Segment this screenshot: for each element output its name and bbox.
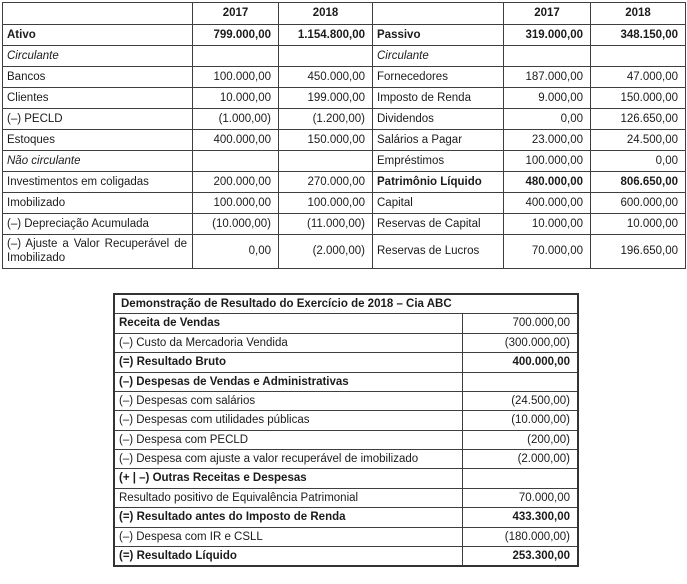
bs-right-label: Capital [373, 193, 504, 214]
bs-left-value-2018: 1.154.800,00 [279, 25, 373, 46]
bs-right-value-2017: 23.000,00 [504, 130, 591, 151]
table-row [3, 88, 686, 109]
table-row [3, 151, 686, 172]
bs-left-value-2017: (10.000,00) [193, 214, 279, 235]
bs-left-value-2018 [279, 46, 373, 67]
bs-right-value-2017: 319.000,00 [504, 25, 591, 46]
table-row [3, 25, 686, 46]
dre-row-value: 70.000,00 [462, 488, 578, 507]
dre-row-value: 433.300,00 [462, 508, 578, 527]
bs-left-value-2017: 400.000,00 [193, 130, 279, 151]
bs-right-value-2017: 400.000,00 [504, 193, 591, 214]
bs-left-label: (–) PECLD [3, 109, 193, 130]
bs-right-value-2018: 24.500,00 [591, 130, 686, 151]
dre-row-label: Receita de Vendas [114, 314, 462, 333]
dre-row-value: (2.000,00) [462, 450, 578, 469]
dre-row-value [462, 469, 578, 488]
table-row [114, 353, 578, 372]
bs-right-value-2018: 126.650,00 [591, 109, 686, 130]
bs-right-label: Empréstimos [373, 151, 504, 172]
dre-row-label: (–) Despesa com PECLD [114, 430, 462, 449]
bs-right-label: Reservas de Lucros [373, 235, 504, 269]
bs-left-label: (–) Depreciação Acumulada [3, 214, 193, 235]
bs-left-value-2017: (1.000,00) [193, 109, 279, 130]
table-row [114, 546, 578, 566]
bs-right-value-2017: 70.000,00 [504, 235, 591, 269]
dre-row-value: (200,00) [462, 430, 578, 449]
bs-left-value-2017: 10.000,00 [193, 88, 279, 109]
bs-right-value-2018: 0,00 [591, 151, 686, 172]
table-row [3, 67, 686, 88]
bs-right-label: Circulante [373, 46, 504, 67]
table-row [114, 372, 578, 391]
bs-left-label: Circulante [3, 46, 193, 67]
bs-left-value-2018: 270.000,00 [279, 172, 373, 193]
bs-left-year-2017: 2017 [193, 3, 279, 25]
dre-row-value: (180.000,00) [462, 527, 578, 546]
dre-row-label: (=) Resultado Líquido [114, 546, 462, 566]
dre-row-value: 400.000,00 [462, 353, 578, 372]
bs-left-corner-cell [3, 3, 193, 25]
bs-left-value-2017: 0,00 [193, 235, 279, 269]
bs-right-label: Fornecedores [373, 67, 504, 88]
table-row [114, 430, 578, 449]
table-row [114, 411, 578, 430]
bs-right-label: Salários a Pagar [373, 130, 504, 151]
dre-row-label: (–) Despesas com salários [114, 391, 462, 410]
dre-row-label: (–) Despesa com ajuste a valor recuperável de imobilizado [114, 450, 462, 469]
table-row [114, 488, 578, 507]
dre-row-label: (+ | –) Outras Receitas e Despesas [114, 469, 462, 488]
dre-row-value: (10.000,00) [462, 411, 578, 430]
bs-left-value-2018 [279, 151, 373, 172]
dre-row-label: (=) Resultado Bruto [114, 353, 462, 372]
dre-row-label: (–) Custo da Mercadoria Vendida [114, 333, 462, 352]
bs-right-value-2018: 348.150,00 [591, 25, 686, 46]
bs-right-year-2018: 2018 [591, 3, 686, 25]
table-row [114, 469, 578, 488]
dre-row-label: Resultado positivo de Equivalência Patrimonial [114, 488, 462, 507]
bs-left-label: Clientes [3, 88, 193, 109]
bs-left-label: Investimentos em coligadas [3, 172, 193, 193]
bs-right-value-2017 [504, 46, 591, 67]
table-row [3, 214, 686, 235]
table-row [3, 172, 686, 193]
table-row [114, 527, 578, 546]
bs-left-label: Imobilizado [3, 193, 193, 214]
balance-sheet-header-row [3, 3, 686, 25]
table-row [114, 314, 578, 333]
bs-right-label: Patrimônio Líquido [373, 172, 504, 193]
dre-row-label: (=) Resultado antes do Imposto de Renda [114, 508, 462, 527]
bs-left-label: Ativo [3, 25, 193, 46]
dre-row-value: 700.000,00 [462, 314, 578, 333]
bs-right-label: Imposto de Renda [373, 88, 504, 109]
dre-row-value [462, 372, 578, 391]
bs-left-year-2018: 2018 [279, 3, 373, 25]
bs-left-value-2017 [193, 151, 279, 172]
dre-row-label: (–) Despesas com utilidades públicas [114, 411, 462, 430]
bs-left-value-2017 [193, 46, 279, 67]
bs-right-value-2017: 9.000,00 [504, 88, 591, 109]
dre-row-label: (–) Despesas de Vendas e Administrativas [114, 372, 462, 391]
dre-title-row [114, 294, 578, 314]
bs-right-value-2018: 10.000,00 [591, 214, 686, 235]
table-row [114, 450, 578, 469]
bs-left-label: Estoques [3, 130, 193, 151]
bs-right-value-2018: 47.000,00 [591, 67, 686, 88]
table-row [3, 109, 686, 130]
bs-left-value-2017: 100.000,00 [193, 67, 279, 88]
table-row [3, 193, 686, 214]
bs-left-value-2018: (2.000,00) [279, 235, 373, 269]
bs-right-value-2017: 10.000,00 [504, 214, 591, 235]
bs-right-value-2017: 100.000,00 [504, 151, 591, 172]
bs-right-year-2017: 2017 [504, 3, 591, 25]
table-row [114, 391, 578, 410]
dre-row-value: 253.300,00 [462, 546, 578, 566]
bs-left-value-2018: 150.000,00 [279, 130, 373, 151]
bs-left-value-2018: 199.000,00 [279, 88, 373, 109]
bs-left-label: (–) Ajuste a Valor Recuperável de Imobilizado [3, 235, 193, 269]
bs-right-value-2018: 600.000,00 [591, 193, 686, 214]
bs-right-corner-cell [373, 3, 504, 25]
bs-left-value-2018: 450.000,00 [279, 67, 373, 88]
bs-right-value-2018: 150.000,00 [591, 88, 686, 109]
bs-right-value-2017: 0,00 [504, 109, 591, 130]
bs-right-label: Passivo [373, 25, 504, 46]
dre-row-label: (–) Despesa com IR e CSLL [114, 527, 462, 546]
table-row [3, 235, 686, 269]
bs-left-value-2017: 200.000,00 [193, 172, 279, 193]
bs-left-label: Bancos [3, 67, 193, 88]
table-row [3, 130, 686, 151]
bs-right-label: Dividendos [373, 109, 504, 130]
bs-left-value-2018: 100.000,00 [279, 193, 373, 214]
bs-left-value-2018: (11.000,00) [279, 214, 373, 235]
dre-row-value: (24.500,00) [462, 391, 578, 410]
bs-right-value-2018: 806.650,00 [591, 172, 686, 193]
bs-right-value-2018: 196.650,00 [591, 235, 686, 269]
table-row [114, 508, 578, 527]
table-row [114, 333, 578, 352]
bs-left-value-2017: 100.000,00 [193, 193, 279, 214]
dre-title: Demonstração de Resultado do Exercício de 2018 – Cia ABC [114, 294, 578, 314]
bs-left-label: Não circulante [3, 151, 193, 172]
table-row [3, 46, 686, 67]
income-statement-table [113, 293, 579, 567]
dre-row-value: (300.000,00) [462, 333, 578, 352]
bs-right-label: Reservas de Capital [373, 214, 504, 235]
bs-right-value-2017: 480.000,00 [504, 172, 591, 193]
balance-sheet-table [2, 2, 686, 269]
bs-right-value-2017: 187.000,00 [504, 67, 591, 88]
bs-left-value-2017: 799.000,00 [193, 25, 279, 46]
bs-left-value-2018: (1.200,00) [279, 109, 373, 130]
bs-right-value-2018 [591, 46, 686, 67]
